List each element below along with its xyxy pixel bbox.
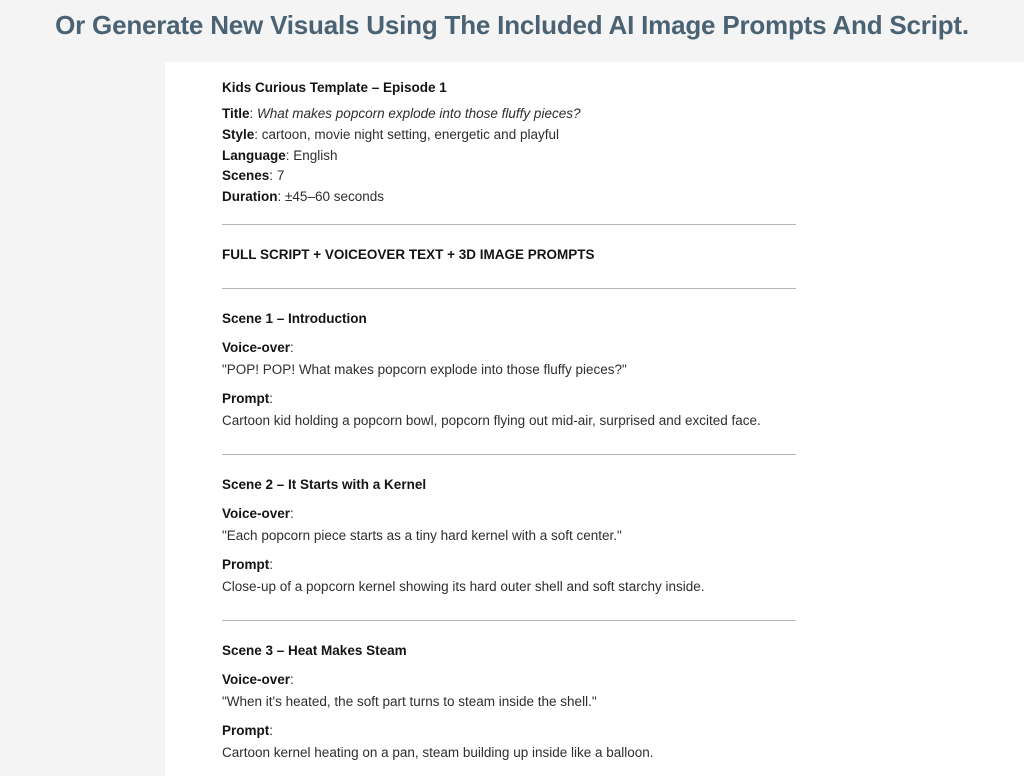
meta-title-value: What makes popcorn explode into those fluffy pieces? bbox=[257, 106, 581, 121]
voiceover-label: Voice-over: bbox=[222, 505, 294, 521]
scene-1-title: Scene 1 – Introduction bbox=[222, 310, 367, 326]
section-header: FULL SCRIPT + VOICEOVER TEXT + 3D IMAGE PROMPTS bbox=[222, 246, 595, 262]
scene-3-voiceover-text: "When it's heated, the soft part turns to steam inside the shell." bbox=[222, 693, 597, 709]
scene-2-voiceover-text: "Each popcorn piece starts as a tiny hard kernel with a soft center." bbox=[222, 527, 622, 543]
scene-3-prompt-text: Cartoon kernel heating on a pan, steam building up inside like a balloon. bbox=[222, 744, 654, 760]
meta-row-style: Style: cartoon, movie night setting, energetic and playful bbox=[222, 126, 559, 142]
scene-1-prompt-text: Cartoon kid holding a popcorn bowl, popcorn flying out mid-air, surprised and excited face. bbox=[222, 412, 761, 428]
document-title: Kids Curious Template – Episode 1 bbox=[222, 80, 447, 95]
meta-row-scenes: Scenes: 7 bbox=[222, 168, 285, 184]
document-panel bbox=[165, 62, 1024, 776]
prompt-label: Prompt: bbox=[222, 722, 274, 738]
prompt-label: Prompt: bbox=[222, 390, 274, 406]
divider bbox=[222, 620, 796, 621]
document-meta bbox=[222, 104, 796, 208]
document-content bbox=[222, 62, 796, 763]
meta-style-value: cartoon, movie night setting, energetic and playful bbox=[261, 126, 559, 142]
divider bbox=[222, 288, 796, 289]
meta-row-title: Title: What makes popcorn explode into those fluffy pieces? bbox=[222, 106, 581, 121]
scene-2-block bbox=[222, 474, 796, 597]
divider bbox=[222, 454, 796, 455]
meta-row-duration: Duration: ±45–60 seconds bbox=[222, 189, 384, 205]
meta-scenes-value: 7 bbox=[276, 168, 285, 184]
meta-language-value: English bbox=[293, 147, 338, 163]
divider bbox=[222, 224, 796, 225]
scene-1-block bbox=[222, 308, 796, 431]
scene-2-prompt-text: Close-up of a popcorn kernel showing its hard outer shell and soft starchy inside. bbox=[222, 578, 705, 594]
scene-3-block bbox=[222, 640, 796, 763]
slide-heading: Or Generate New Visuals Using The Included AI Image Prompts And Script. bbox=[55, 10, 969, 40]
scene-1-voiceover-text: "POP! POP! What makes popcorn explode into those fluffy pieces?" bbox=[222, 361, 627, 377]
prompt-label: Prompt: bbox=[222, 556, 274, 572]
voiceover-label: Voice-over: bbox=[222, 671, 294, 687]
scene-2-title: Scene 2 – It Starts with a Kernel bbox=[222, 476, 427, 492]
scene-3-title: Scene 3 – Heat Makes Steam bbox=[222, 642, 407, 658]
meta-row-language: Language: English bbox=[222, 147, 338, 163]
meta-duration-value: ±45–60 seconds bbox=[285, 189, 384, 205]
voiceover-label: Voice-over: bbox=[222, 339, 294, 355]
